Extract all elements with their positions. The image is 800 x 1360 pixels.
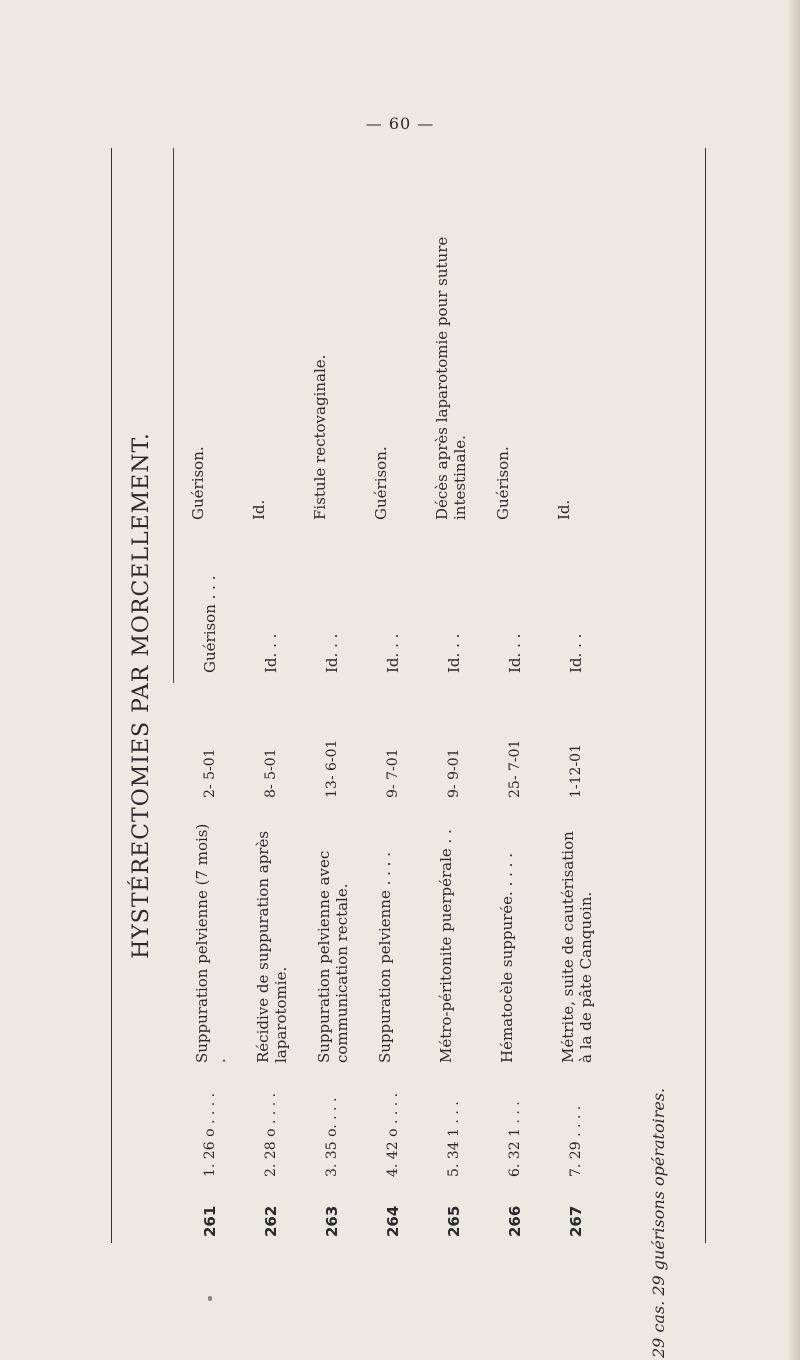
paper-speck [208,1296,212,1301]
case-code: 3. 35 o. . . . [324,1097,340,1177]
case-code: 4. 42 o . . . . [385,1092,401,1177]
operation-date: 9- 9-01 [446,748,462,798]
operation-date: 1-12-01 [568,744,584,798]
case-number: 265 [445,1205,463,1237]
operation-date: 2- 5-01 [202,748,218,798]
column-rule [173,513,174,683]
case-number: 264 [384,1205,402,1237]
table-row [181,148,242,1243]
table-row [303,148,364,1243]
column-rule [173,148,174,528]
summary-note [645,1000,675,1360]
case-number: 267 [567,1205,585,1237]
table-row [547,148,608,1243]
diagnosis: Suppuration pelvienne avec communication rectale. [315,850,351,1063]
table-title: HYSTÉRECTOMIES PAR MORCELLEMENT. [129,432,154,959]
diagnosis: Métro-péritonite puerpérale . . [437,829,455,1063]
case-number: 266 [506,1205,524,1237]
diagnosis: Suppuration pelvienne . . . . [376,852,394,1063]
case-code: 2. 28 o . . . . [263,1092,279,1177]
page-edge-shadow [788,0,800,1360]
diagnosis: Métrite, suite de cautérisation à la de pâte Canquoin. [559,831,595,1063]
final-result: Guérison. [189,446,207,520]
immediate-result: Id. . . [323,633,341,673]
diagnosis: Récidive de suppuration après laparotomie. [254,830,290,1063]
table-row [364,148,425,1243]
final-result: Id. [250,499,268,520]
final-result: Id. [555,499,573,520]
immediate-result: Id. . . [506,633,524,673]
immediate-result: Guérison . . . [201,575,219,673]
case-number: 262 [262,1205,280,1237]
table-row [486,148,547,1243]
final-result: Fistule rectovaginale. [311,354,329,520]
operation-date: 13- 6-01 [324,739,340,798]
final-result: Décès après laparotomie pour suture intestinale. [433,236,469,520]
diagnosis: Suppuration pelvienne (7 mois) . [193,823,229,1063]
immediate-result: Id. . . [567,633,585,673]
final-result: Guérison. [372,446,390,520]
case-code: 5. 34 1 . . . [446,1101,462,1177]
immediate-result: Id. . . [262,633,280,673]
diagnosis: Hématocèle suppurée. . . . . [498,853,516,1063]
immediate-result: Id. . . [384,633,402,673]
final-result: Guérison. [494,446,512,520]
immediate-result: Id. . . [445,633,463,673]
operation-date: 25- 7-01 [507,739,523,798]
case-code: 1. 26 o . . . . [202,1092,218,1177]
operation-date: 8- 5-01 [263,748,279,798]
summary-note-text: 29 cas. 29 guérisons opératoires. [649,1087,668,1358]
page-number: — 60 — [365,114,435,133]
hysterectomy-table [111,148,706,1243]
case-code: 6. 32 1 . . . [507,1101,523,1177]
case-number: 263 [323,1205,341,1237]
table-row [425,148,486,1243]
operation-date: 9- 7-01 [385,748,401,798]
case-number: 261 [201,1205,219,1237]
case-code: 7. 29 . . . . [568,1105,584,1177]
table-row [242,148,303,1243]
